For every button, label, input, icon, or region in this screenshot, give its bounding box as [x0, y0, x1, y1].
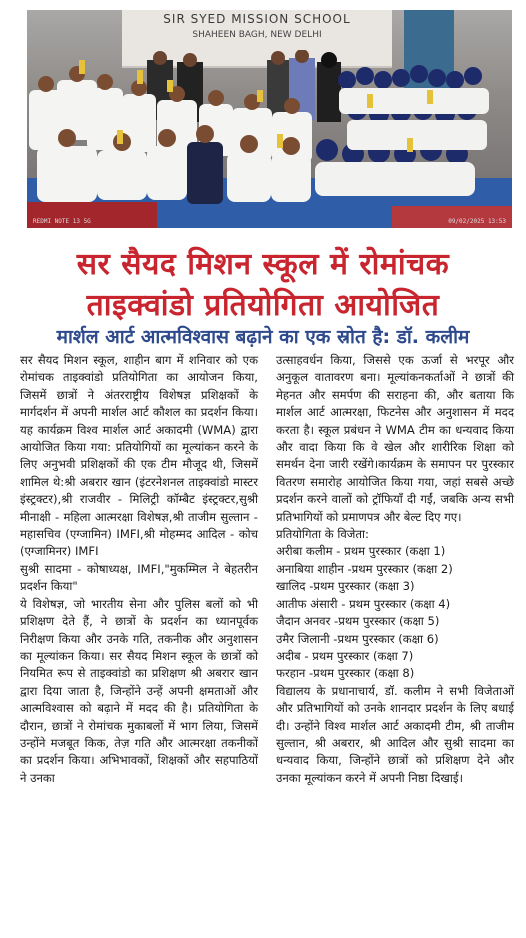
winner-item: जैदान अनवर -प्रथम पुरस्कार (कक्षा 5)	[276, 614, 440, 629]
article-left-column	[20, 352, 258, 787]
winner-item: आतीफ अंसारी - प्रथम पुरस्कार (कक्षा 4)	[276, 596, 451, 611]
winner-item: खालिद -प्रथम पुरस्कार (कक्षा 3)	[276, 579, 415, 594]
winner-item: अरीबा कलीम - प्रथम पुरस्कार (कक्षा 1)	[276, 544, 446, 559]
article-paragraph: सुश्री सादमा - कोषाध्यक्ष, IMFI,"मुकम्मिल ने बेहतरीन प्रदर्शन किया"	[20, 561, 258, 594]
article-paragraph: विद्यालय के प्रधानाचार्य, डॉ. कलीम ने सभी विजेताओं और प्रतिभागियों को उनके शानदार प्रदर्शन के लिए बधाई दी। उन्होंने विश्व मार्शल आर्ट अकादमी टीम, श्री ताजीम सुल्तान, श्री अबरार, श्री आदिल और सुश्री सादमा का धन्यवाद किया, जिन्होंने छात्रों को प्रशिक्षण देने और उनका मूल्यांकन करने में अपनी निष्ठा दिखाई।	[276, 683, 514, 785]
subheading: मार्शल आर्ट आत्मविश्वास बढ़ाने का एक स्रोत है: डॉ. कलीम	[56, 326, 470, 348]
winner-item: अनाबिया शाहीन -प्रथम पुरस्कार (कक्षा 2)	[276, 561, 453, 576]
winner-item: फरहान -प्रथम पुरस्कार (कक्षा 8)	[276, 666, 415, 681]
banner-title: SIR SYED MISSION SCHOOL	[163, 12, 351, 26]
article-paragraph: उत्साहवर्धन किया, जिससे एक ऊर्जा से भरपूर और अनुकूल वातावरण बना। मूल्यांकनकर्ताओं ने छात्रों की मेहनत और समर्पण की सराहना की, और बताया कि मार्शल आर्ट आत्मरक्षा, फिटनेस और अनुशासन में मदद करता है। स्कूल प्रबंधन ने WMA टीम का धन्यवाद किया और वादा किया कि वे खेल और शारीरिक शिक्षा को समर्थन देना जारी रखेंगे।कार्यक्रम के समापन पर पुरस्कार वितरण समारोह आयोजित किया गया, जहां सबसे अच्छे प्रदर्शन करने वालों को ट्रॉफियाँ दी गईं, जबकि अन्य सभी प्रतिभागियों को प्रमाणपत्र और बेल्ट दिए गए।	[276, 353, 514, 524]
group-of-students	[27, 50, 512, 210]
article-paragraph: ये विशेषज्ञ, जो भारतीय सेना और पुलिस बलों को भी प्रशिक्षण देते हैं, ने छात्रों के प्रदर्शन का ध्यानपूर्वक निरीक्षण किया और उनके गति, तकनीक और अनुशासन का मूल्यांकन किया। सर सैयद मिशन स्कूल के छात्रों को नियमित रूप से ताइक्वांडो का प्रशिक्षण श्री अबरार खान द्वारा दिया जाता है, जिन्होंने उन्हें अपनी क्षमताओं और आत्मविश्वास को बढ़ाने में मदद की है। प्रतियोगिता के दौरान, छात्रों ने रोमांचक मुकाबलों में भाग लिया, जिसमें उन्होंने मजबूत किक, तेज़ गति और आत्मरक्षा तकनीकों का प्रदर्शन किया। अभिभावकों, शिक्षकों और सहपाठियों ने उनका	[20, 596, 258, 785]
winner-item: अदीब - प्रथम पुरस्कार (कक्षा 7)	[276, 648, 414, 663]
winners-heading: प्रतियोगिता के विजेता:	[276, 527, 369, 542]
event-photo	[27, 10, 512, 228]
winner-item: उमैर जिलानी -प्रथम पुरस्कार (कक्षा 6)	[276, 631, 439, 646]
article-paragraph: सर सैयद मिशन स्कूल, शाहीन बाग में शनिवार को एक रोमांचक ताइक्वांडो प्रतियोगिता का आयोजन किया, जिसमें छात्रों ने अंतरराष्ट्रीय विशेषज्ञ प्रशिक्षकों के मार्गदर्शन में अपनी मार्शल आर्ट कौशल का प्रदर्शन किया। यह कार्यक्रम विश्व मार्शल आर्ट अकादमी (WMA) द्वारा आयोजित किया गया: प्रतियोगियों का मूल्यांकन करने के लिए अनुभवी प्रशिक्षकों की एक टीम मौजूद थी, जिसमें शामिल थे:श्री अबरार खान (इंटरनेशनल ताइक्वांडो मास्टर इंस्ट्रक्टर),श्री राजवीर - मिलिट्री कॉम्बैट इंस्ट्रक्टर,सुश्री मीनाक्षी - महिला आत्मरक्षा विशेषज्ञ,श्री ताजीम सुल्तान - महासचिव (एग्जामिन) IMFI,श्री मोहम्मद आदिल - कोच (एग्जामिनर) IMFI	[20, 353, 258, 559]
headline-line-1: सर सैयद मिशन स्कूल में रोमांचक	[76, 247, 450, 282]
banner-subtitle: SHAHEEN BAGH, NEW DELHI	[192, 30, 322, 40]
date-stamp: 09/02/2025 13:53	[448, 218, 506, 225]
camera-stamp: REDMI NOTE 13 5G	[33, 218, 91, 225]
article-right-column	[276, 352, 514, 787]
headline-line-2: ताइक्वांडो प्रतियोगिता आयोजित	[86, 288, 440, 323]
winners-list	[276, 543, 514, 682]
